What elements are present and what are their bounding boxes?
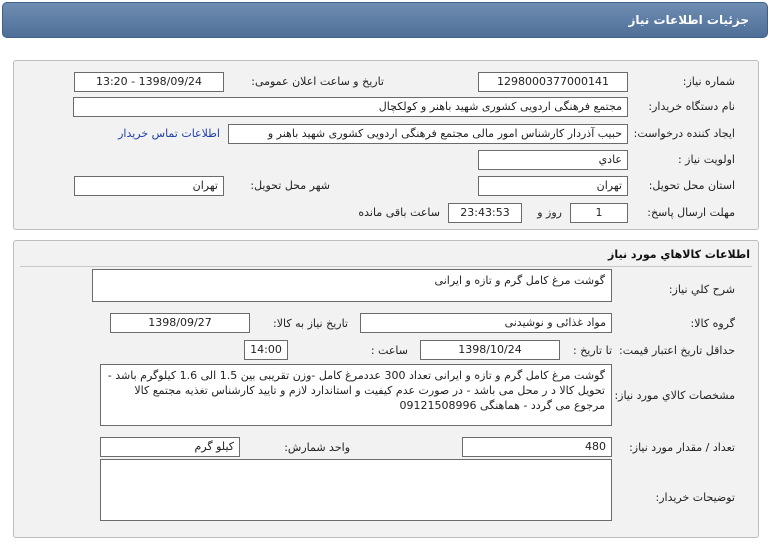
need-number-label: شماره نیاز: (682, 75, 735, 88)
need-info-panel (13, 60, 759, 230)
quantity-label: تعداد / مقدار مورد نیاز: (629, 441, 735, 454)
quantity-field: 480 (462, 437, 612, 457)
need-number-field: 1298000377000141 (478, 72, 628, 92)
buyer-contact-link[interactable]: اطلاعات تماس خریدار (118, 127, 220, 140)
priority-label: اولویت نیاز : (677, 153, 735, 166)
buyer-notes-label: توضیحات خریدار: (655, 491, 735, 504)
need-summary-label: شرح کلي نياز: (668, 283, 735, 296)
validity-time-label: ساعت : (370, 344, 408, 357)
until-date-label: تا تاریخ : (573, 344, 612, 357)
section-divider (20, 266, 752, 267)
page-title: جزئیات اطلاعات نیاز (628, 13, 749, 27)
need-date-label: تاریخ نیاز به کالا: (273, 317, 348, 330)
delivery-city-field: تهران (74, 176, 224, 196)
until-date-field: 1398/10/24 (420, 340, 560, 360)
goods-info-panel (13, 240, 759, 538)
need-date-field: 1398/09/27 (110, 313, 250, 333)
delivery-province-label: استان محل تحویل: (648, 179, 735, 192)
buyer-org-label: نام دستگاه خریدار: (648, 100, 735, 113)
request-creator-label: ایجاد کننده درخواست: (633, 127, 735, 140)
deadline-time-field: 23:43:53 (448, 203, 522, 223)
goods-specs-field: گوشت مرغ کامل گرم و تازه و ایرانی تعداد 300 عددمرغ کامل -وزن تقریبی بین 1.5 الی 1.6 کیلوگرم باشد - تحویل کالا د ر محل می باشد - در صورت عدم کیفیت و استاندارد لازم و تایید کارشناس تغذیه مجتمع کالا مرجوع می گردد - هماهنگی 09121508996 (100, 364, 612, 426)
announce-datetime-field: 1398/09/24 - 13:20 (74, 72, 224, 92)
header-bar (2, 2, 768, 38)
priority-field: عادي (478, 150, 628, 170)
delivery-city-label: شهر محل تحویل: (250, 179, 330, 192)
unit-label: واحد شمارش: (284, 441, 350, 454)
buyer-org-field: مجتمع فرهنگی اردویی کشوری شهید باهنر و کولکچال (73, 97, 628, 117)
unit-field: کیلو گرم (100, 437, 240, 457)
delivery-province-field: تهران (478, 176, 628, 196)
goods-group-label: گروه کالا: (690, 317, 735, 330)
announce-datetime-label: تاریخ و ساعت اعلان عمومی: (251, 75, 384, 88)
buyer-notes-field (100, 459, 612, 521)
remaining-word: ساعت باقی مانده (358, 206, 440, 219)
need-summary-field: گوشت مرغ کامل گرم و تازه و ایرانی (92, 269, 612, 302)
goods-group-field: مواد غذائی و نوشیدنی (360, 313, 612, 333)
response-deadline-label: مهلت ارسال پاسخ: (647, 206, 735, 219)
request-creator-field: حبیب آذردار کارشناس امور مالی مجتمع فرهنگی اردویی کشوری شهید باهنر و (228, 124, 628, 144)
price-validity-label: حداقل تاریخ اعتبار قیمت: (619, 344, 735, 357)
deadline-days-field: 1 (570, 203, 628, 223)
days-word: روز و (537, 206, 562, 219)
validity-time-field: 14:00 (244, 340, 288, 360)
goods-specs-label: مشخصات کالاي مورد نياز: (614, 389, 735, 402)
goods-section-title: اطلاعات کالاهاي مورد نياز (608, 248, 750, 261)
